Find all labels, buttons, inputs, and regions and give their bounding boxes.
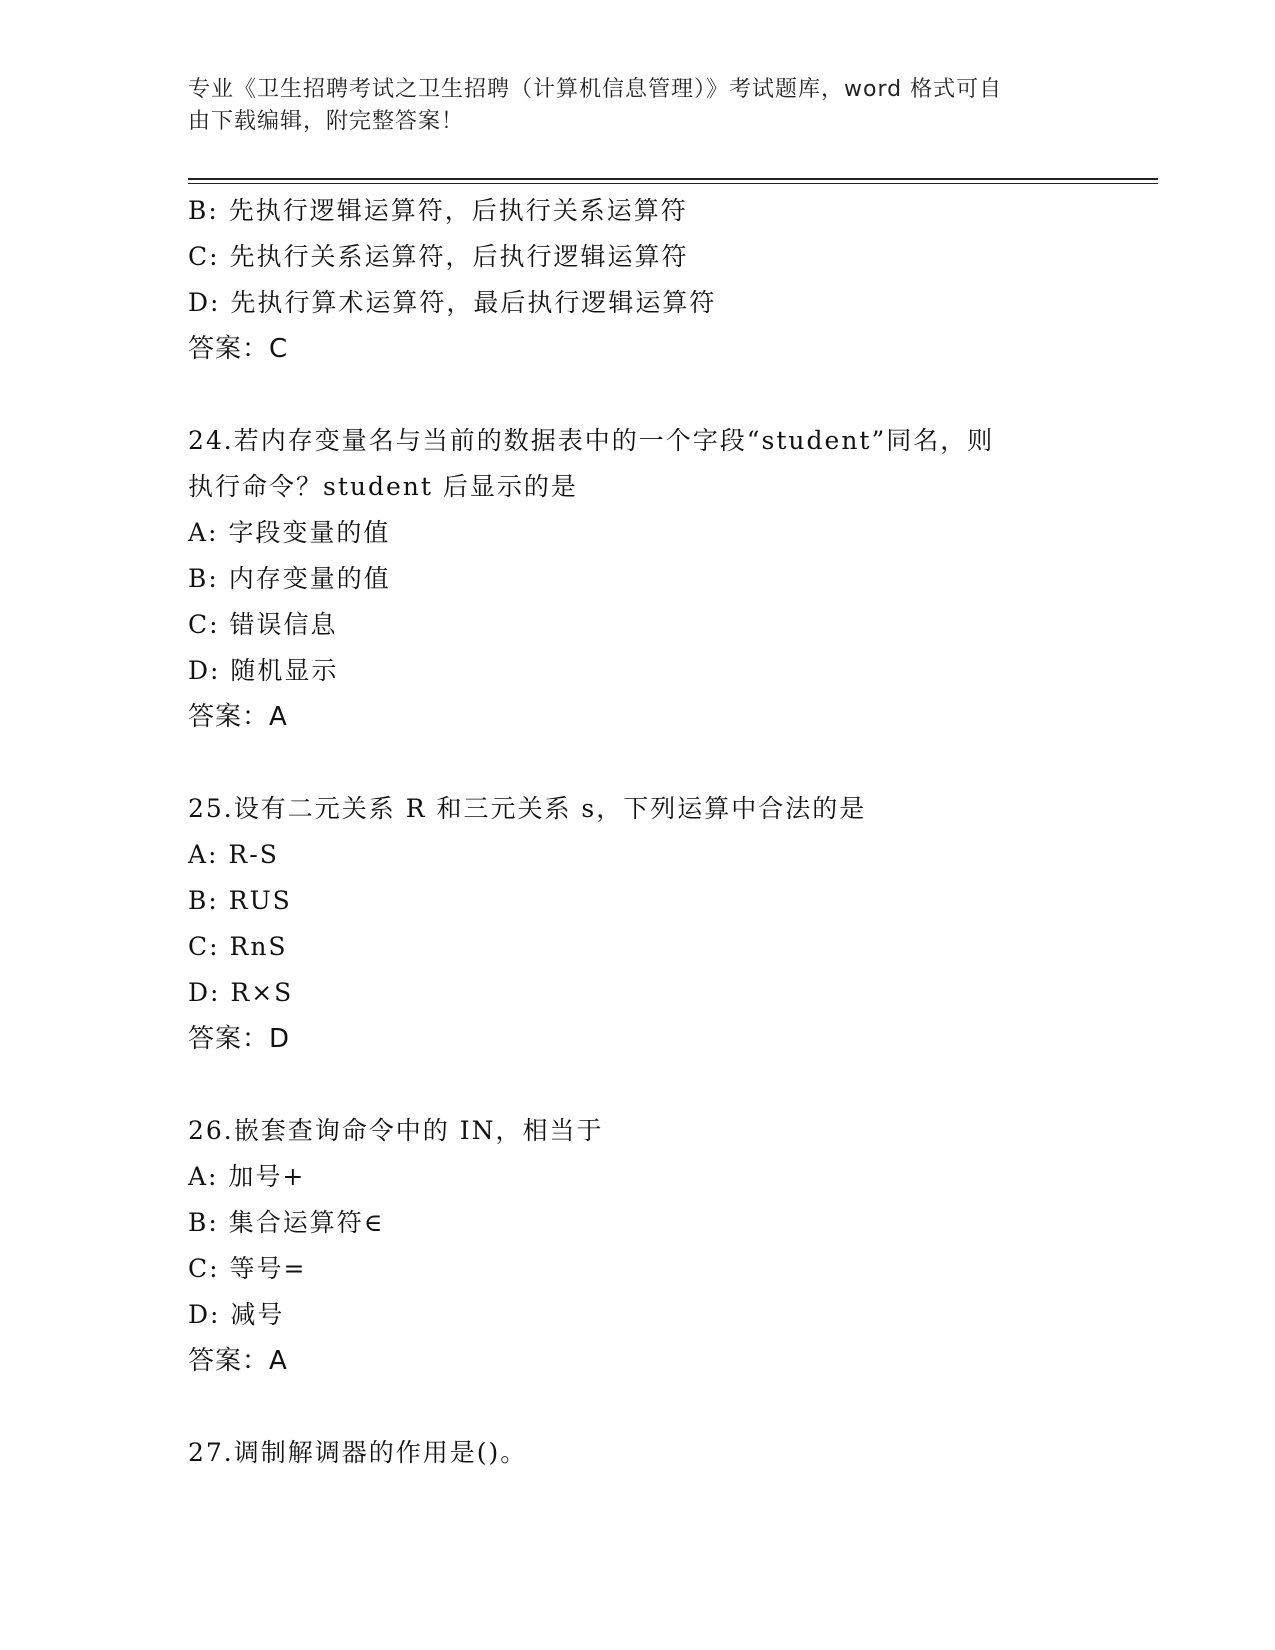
question-26-block [188,1108,1088,1384]
option-c: C: RnS [188,932,288,961]
question-27-text: 27.调制解调器的作用是()。 [188,1438,528,1467]
option-b: B: 集合运算符∈ [188,1208,385,1237]
header-line-1: 专业《卫生招聘考试之卫生招聘（计算机信息管理）》考试题库，word 格式可自 [188,77,1003,102]
question-content [188,188,1088,1476]
answer-label: 答案：C [188,334,289,364]
option-d: D: 随机显示 [188,656,339,685]
answer-label: 答案：A [188,1346,288,1376]
spacer [188,1384,1088,1430]
option-c: C: 等号= [188,1254,307,1283]
option-d: D: R×S [188,978,294,1007]
option-b: B: 先执行逻辑运算符，后执行关系运算符 [188,196,688,225]
option-a: A: 字段变量的值 [188,518,391,547]
question-26-text: 26.嵌套查询命令中的 IN，相当于 [188,1116,604,1145]
previous-question-block [188,188,1088,372]
answer-label: 答案：D [188,1024,291,1054]
question-25-text: 25.设有二元关系 R 和三元关系 s，下列运算中合法的是 [188,794,867,823]
document-header [188,74,1068,138]
header-divider-thin [188,183,1158,184]
spacer [188,1062,1088,1108]
option-c: C: 先执行关系运算符，后执行逻辑运算符 [188,242,689,271]
option-a: A: R-S [188,840,279,869]
question-24-text-line-2: 执行命令？student 后显示的是 [188,472,578,501]
question-25-block [188,786,1088,1062]
option-c: C: 错误信息 [188,610,338,639]
option-a: A: 加号+ [188,1162,306,1191]
option-d: D: 减号 [188,1300,285,1329]
option-b: B: RUS [188,886,292,915]
option-b: B: 内存变量的值 [188,564,391,593]
option-d: D: 先执行算术运算符，最后执行逻辑运算符 [188,288,717,317]
header-line-2: 由下载编辑，附完整答案！ [188,109,465,134]
question-24-text-line-1: 24.若内存变量名与当前的数据表中的一个字段“student”同名，则 [188,426,995,455]
header-divider-thick [188,178,1158,180]
answer-label: 答案：A [188,702,288,732]
question-24-block [188,418,1088,740]
question-27-block [188,1430,1088,1476]
spacer [188,740,1088,786]
spacer [188,372,1088,418]
